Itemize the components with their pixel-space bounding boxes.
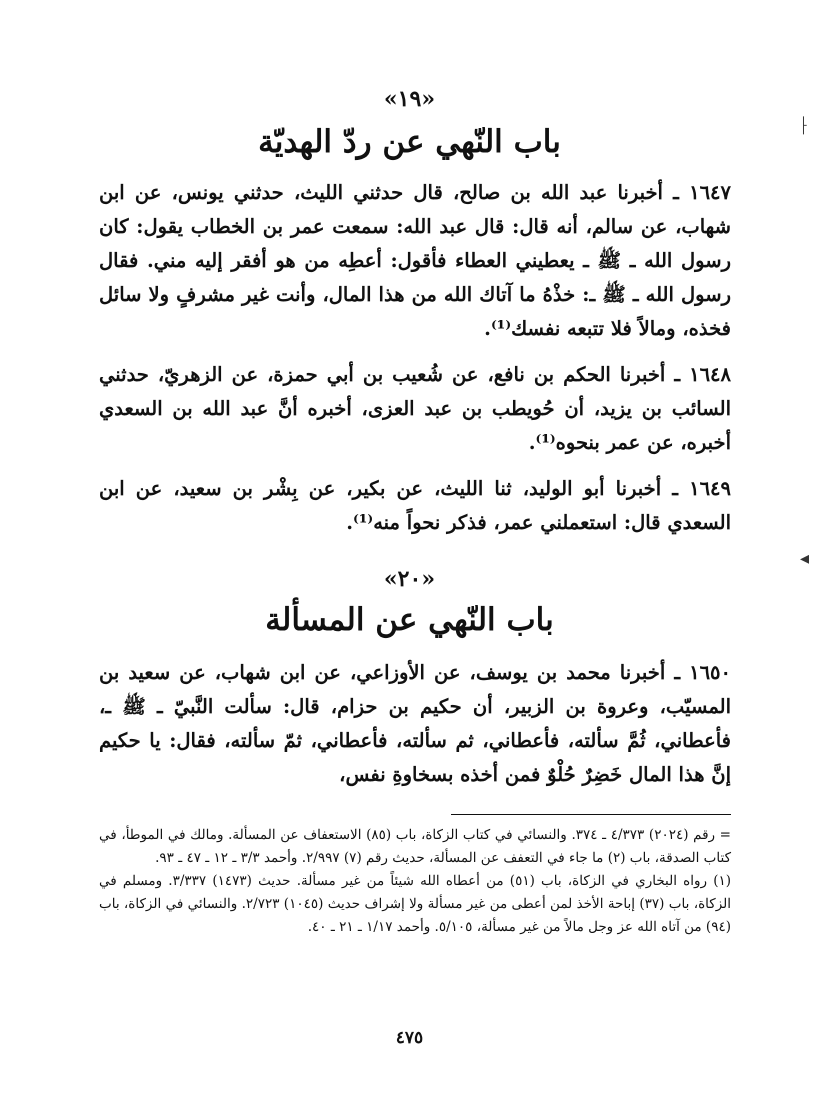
margin-mark-icon: ⸡ [800, 114, 810, 135]
page-number: ٤٧٥ [395, 1028, 424, 1048]
hadith-1650: ١٦٥٠ ـ أخبرنا محمد بن يوسف، عن الأوزاعي، عن ابن شهاب، عن سعيد بن المسيّب، وعروة بن الزبير، أن حكيم بن حزام، قال: سألت النَّبيّ ـ ﷺ ـ، فأعطاني، ثُمَّ سألته، فأعطاني، ثم سألته، فأعطاني، ثمّ سألته، فقال: يا حكيم إنَّ هذا المال خَضِرٌ حُلْوٌ فمن أخذه بسخاوةِ نفس، [99, 661, 731, 786]
hadith-1647: ١٦٤٧ ـ أخبرنا عبد الله بن صالح، قال حدثني الليث، حدثني يونس، عن ابن شهاب، عن سالم، أنه قال: قال عبد الله: سمعت عمر بن الخطاب يقول: كان رسول الله ـ ﷺ ـ يعطيني العطاء فأقول: أعطِه من هو أفقر إليه مني. فقال رسول الله ـ ﷺ ـ: خذْهُ ما آتاك الله من هذا المال، وأنت غير مشرفٍ ولا سائل فخذه، ومالاً فلا تتبعه نفسك⁽¹⁾. [99, 181, 731, 340]
footnote-continued: = رقم (٢٠٢٤) ٤/٣٧٣ ـ ٣٧٤. والنسائي في كتاب الزكاة، باب (٨٥) الاستعفاف عن المسألة. ومالك في الموطأ، في كتاب الصدقة، باب (٢) ما جاء في التعفف عن المسألة، حديث رقم (٧) ٢/٩٩٧. وأحمد ٣/٣ ـ ١٢ ـ ٤٧ ـ ٩٣. [99, 827, 731, 866]
footnote-separator [451, 814, 731, 815]
chapter-title-20: باب النّهي عن المسألة [265, 602, 554, 638]
footnote-1: (١) رواه البخاري في الزكاة، باب (٥١) من أعطاه الله شيئاً من غير مسألة. حديث (١٤٧٣) ٣/٣٣٧. ومسلم في الزكاة، باب (٣٧) إباحة الأخذ لمن أعطى من غير مسألة ولا إشراف حديث (١٠٤٥) ٢/٧٢٣. والنسائي في الزكاة، باب (٩٤) من آتاه الله عز وجل مالاً من غير مسألة، ٥/١٠٥. وأحمد ١/١٧ ـ ٢١ ـ ٤٠. [99, 873, 732, 935]
chapter-number-19: «١٩» [383, 86, 436, 112]
margin-arrow-icon: ◂ [800, 548, 810, 569]
chapter-number-20: «٢٠» [383, 566, 436, 592]
footnotes [99, 824, 731, 939]
hadith-1648: ١٦٤٨ ـ أخبرنا الحكم بن نافع، عن شُعيب بن أبي حمزة، عن الزهريّ، حدثني السائب بن يزيد، أن حُويطب بن عبد العزى، أخبره أنَّ عبد الله بن السعدي أخبره، عن عمر بنحوه⁽¹⁾. [99, 363, 731, 454]
hadith-1649: ١٦٤٩ ـ أخبرنا أبو الوليد، ثنا الليث، عن بكير، عن بِشْر بن سعيد، عن ابن السعدي قال: استعملني عمر، فذكر نحواً منه⁽¹⁾. [99, 477, 731, 534]
chapter-title-19: باب النّهي عن ردّ الهديّة [258, 124, 561, 160]
chapter-20-body [99, 656, 731, 804]
chapter-19-body [99, 176, 731, 552]
